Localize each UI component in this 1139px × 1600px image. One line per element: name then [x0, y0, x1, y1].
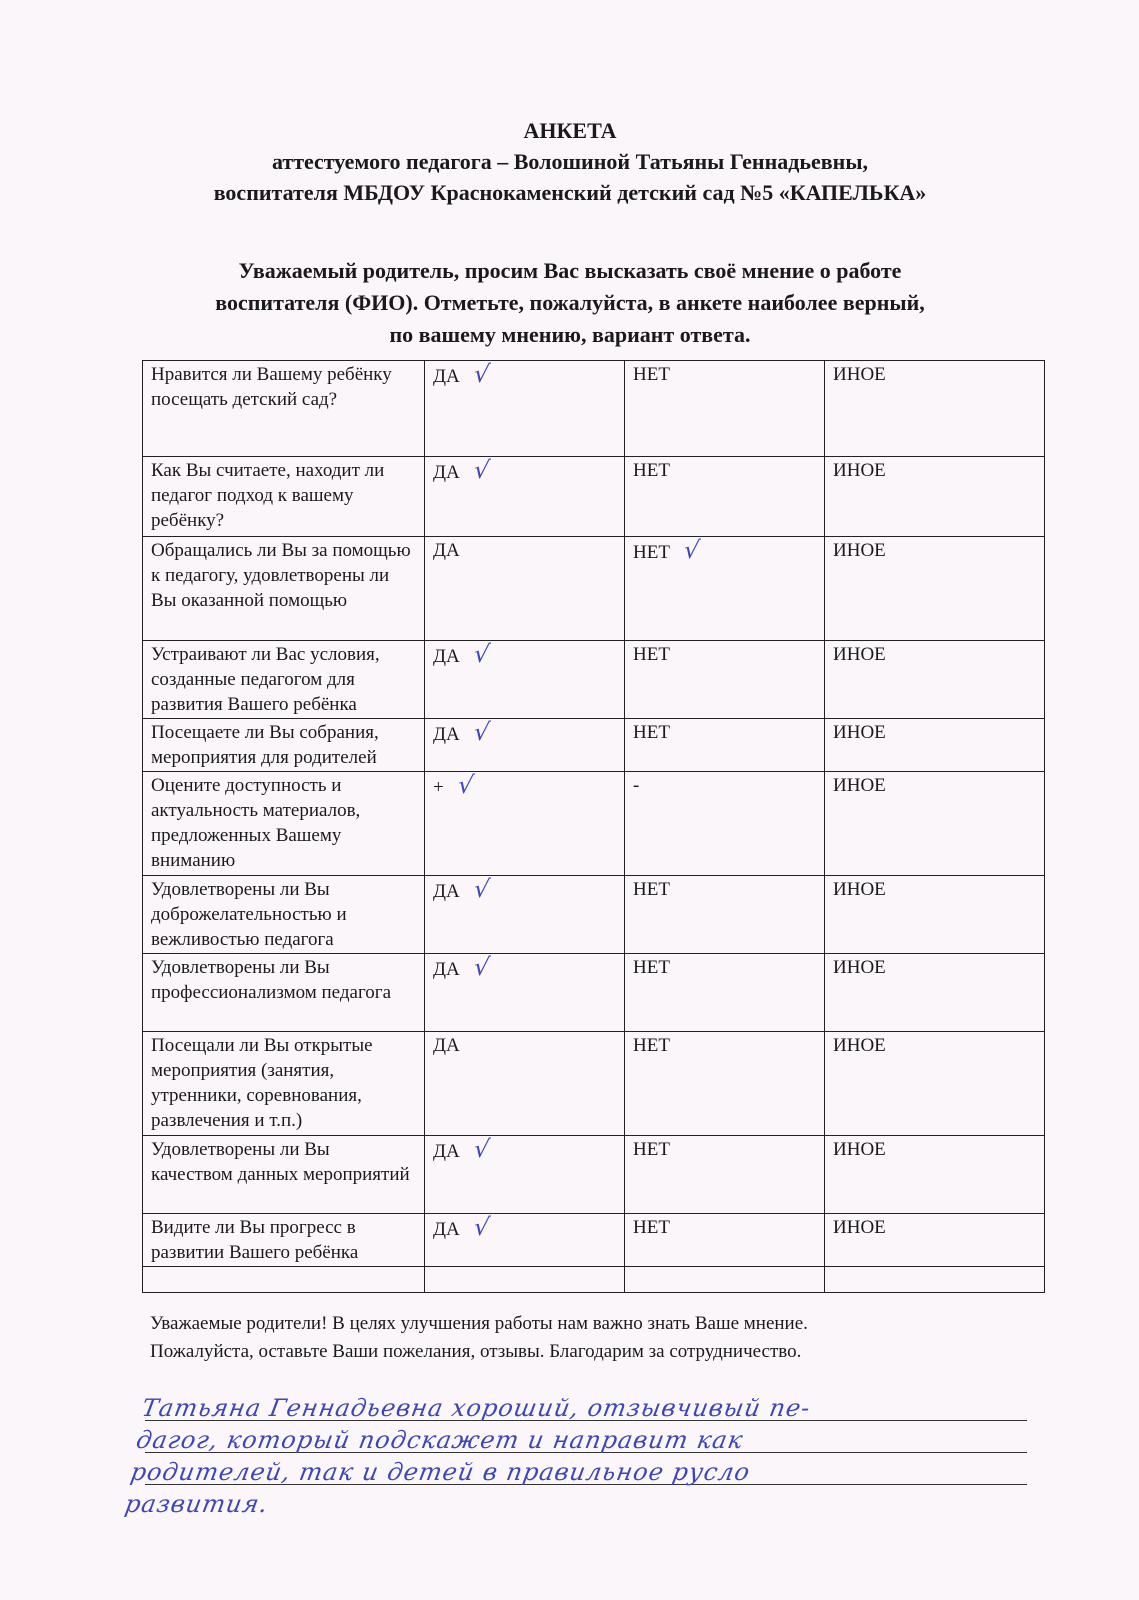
answer-other-label: ИНОЕ — [833, 1035, 886, 1056]
answer-yes-label: ДА — [433, 1035, 460, 1056]
answer-no-cell[interactable] — [625, 954, 825, 1032]
answer-other-cell[interactable] — [825, 537, 1045, 641]
answer-other-label: ИНОЕ — [833, 460, 886, 481]
survey-row — [143, 361, 1045, 457]
question-cell: Устраивают ли Вас условия, созданные педагогом для развития Вашего ребёнка — [143, 641, 425, 719]
question-cell: Оцените доступность и актуальность материалов, предложенных Вашему вниманию — [143, 772, 425, 876]
answer-yes-cell[interactable] — [425, 772, 625, 876]
answer-yes-cell[interactable] — [425, 954, 625, 1032]
answer-yes-cell[interactable] — [425, 1214, 625, 1267]
checkmark-icon: √ — [455, 771, 476, 799]
survey-row — [143, 537, 1045, 641]
question-cell: Удовлетворены ли Вы доброжелательностью и вежливостью педагога — [143, 876, 425, 954]
checkmark-icon: √ — [471, 953, 492, 981]
answer-no-label: НЕТ — [633, 1035, 670, 1056]
answer-other-cell[interactable] — [825, 954, 1045, 1032]
answer-no-cell[interactable] — [625, 1032, 825, 1136]
question-cell: Видите ли Вы прогресс в развитии Вашего ребёнка — [143, 1214, 425, 1267]
document-title: АНКЕТА — [523, 118, 617, 143]
closing-text — [150, 1310, 1050, 1366]
document-header — [100, 115, 1040, 208]
answer-no-label: НЕТ — [633, 1139, 670, 1160]
answer-yes-cell[interactable] — [425, 361, 625, 457]
answer-no-label: - — [633, 775, 640, 796]
answer-no-cell[interactable] — [625, 772, 825, 876]
answer-other-cell[interactable] — [825, 1032, 1045, 1136]
answer-yes-cell[interactable] — [425, 537, 625, 641]
question-cell: Посещаете ли Вы собрания, мероприятия для родителей — [143, 719, 425, 772]
closing-line-1: Уважаемые родители! В целях улучшения работы нам важно знать Ваше мнение. — [150, 1313, 808, 1334]
answer-yes-label: ДА — [433, 646, 460, 667]
checkmark-icon: √ — [471, 718, 492, 746]
checkmark-icon: √ — [682, 536, 702, 564]
answer-yes-label: ДА — [433, 366, 460, 387]
answer-other-cell[interactable] — [825, 1214, 1045, 1267]
question-cell: Обращались ли Вы за помощью к педагогу, удовлетворены ли Вы оказанной помощью — [143, 537, 425, 641]
survey-row — [143, 457, 1045, 537]
answer-yes-cell[interactable] — [425, 641, 625, 719]
survey-row — [143, 954, 1045, 1032]
answer-other-label: ИНОЕ — [833, 879, 886, 900]
answer-other-cell[interactable] — [825, 361, 1045, 457]
answer-yes-label: ДА — [433, 724, 460, 745]
answer-other-cell[interactable] — [825, 641, 1045, 719]
answer-no-label: НЕТ — [633, 644, 670, 665]
answer-yes-label: ДА — [433, 540, 460, 561]
empty-cell — [143, 1267, 425, 1293]
answer-no-cell[interactable] — [625, 641, 825, 719]
handwritten-line-3: родителей, так и детей в правильное русло — [128, 1458, 753, 1486]
answer-other-label: ИНОЕ — [833, 364, 886, 385]
answer-other-label: ИНОЕ — [833, 957, 886, 978]
answer-no-cell[interactable] — [625, 361, 825, 457]
answer-no-label: НЕТ — [633, 364, 670, 385]
question-cell: Посещали ли Вы открытые мероприятия (занятия, утренники, соревнования, развлечения и т.п.) — [143, 1032, 425, 1136]
answer-no-cell[interactable] — [625, 1214, 825, 1267]
empty-cell — [825, 1267, 1045, 1293]
document-subtitle-line-1: аттестуемого педагога – Волошиной Татьяны Геннадьевны, — [271, 149, 869, 174]
survey-row — [143, 772, 1045, 876]
handwritten-line-2: дагог, который подскажет и направит как — [134, 1426, 746, 1454]
survey-table-body — [143, 361, 1045, 1293]
answer-yes-label: + — [433, 777, 444, 798]
answer-other-label: ИНОЕ — [833, 644, 886, 665]
answer-no-label: НЕТ — [633, 957, 670, 978]
answer-yes-cell[interactable] — [425, 1136, 625, 1214]
checkmark-icon: √ — [471, 875, 492, 903]
checkmark-icon: √ — [471, 360, 492, 388]
question-cell: Как Вы считаете, находит ли педагог подход к вашему ребёнку? — [143, 457, 425, 537]
answer-no-cell[interactable] — [625, 1136, 825, 1214]
answer-yes-label: ДА — [433, 881, 460, 902]
question-cell: Удовлетворены ли Вы качеством данных мероприятий — [143, 1136, 425, 1214]
survey-row — [143, 876, 1045, 954]
answer-no-label: НЕТ — [633, 460, 670, 481]
intro-line-1: Уважаемый родитель, просим Вас высказать своё мнение о работе — [238, 258, 902, 283]
empty-cell — [425, 1267, 625, 1293]
answer-yes-cell[interactable] — [425, 1032, 625, 1136]
handwritten-line-4: развития. — [122, 1490, 271, 1518]
answer-yes-cell[interactable] — [425, 457, 625, 537]
answer-other-cell[interactable] — [825, 719, 1045, 772]
survey-row — [143, 1214, 1045, 1267]
answer-yes-label: ДА — [433, 462, 460, 483]
checkmark-icon: √ — [471, 1135, 492, 1163]
intro-line-3: по вашему мнению, вариант ответа. — [389, 322, 751, 347]
answer-other-label: ИНОЕ — [833, 1217, 886, 1238]
handwritten-line-1: Татьяна Геннадьевна хороший, отзывчивый пе- — [139, 1394, 813, 1422]
answer-yes-label: ДА — [433, 959, 460, 980]
survey-row — [143, 1136, 1045, 1214]
answer-no-label: НЕТ — [633, 542, 670, 563]
handwritten-feedback — [122, 1392, 1035, 1520]
answer-other-cell[interactable] — [825, 772, 1045, 876]
survey-table — [142, 360, 1045, 1293]
answer-yes-label: ДА — [433, 1141, 460, 1162]
answer-other-label: ИНОЕ — [833, 775, 886, 796]
answer-other-cell[interactable] — [825, 1136, 1045, 1214]
empty-cell — [625, 1267, 825, 1293]
answer-other-label: ИНОЕ — [833, 1139, 886, 1160]
answer-other-label: ИНОЕ — [833, 540, 886, 561]
checkmark-icon: √ — [471, 456, 492, 484]
closing-line-2: Пожалуйста, оставьте Ваши пожелания, отзывы. Благодарим за сотрудничество. — [150, 1341, 802, 1362]
answer-no-label: НЕТ — [633, 722, 670, 743]
checkmark-icon: √ — [471, 640, 492, 668]
checkmark-icon: √ — [471, 1213, 492, 1241]
answer-no-cell[interactable] — [625, 876, 825, 954]
answer-no-cell[interactable] — [625, 719, 825, 772]
document-subtitle-line-2: воспитателя МБДОУ Краснокаменский детский сад №5 «КАПЕЛЬКА» — [213, 180, 927, 205]
answer-other-cell[interactable] — [825, 876, 1045, 954]
empty-row — [143, 1267, 1045, 1293]
answer-no-cell[interactable] — [625, 537, 825, 641]
answer-no-cell[interactable] — [625, 457, 825, 537]
answer-yes-cell[interactable] — [425, 719, 625, 772]
survey-row — [143, 719, 1045, 772]
question-cell: Удовлетворены ли Вы профессионализмом педагога — [143, 954, 425, 1032]
answer-other-cell[interactable] — [825, 457, 1045, 537]
answer-yes-cell[interactable] — [425, 876, 625, 954]
answer-no-label: НЕТ — [633, 1217, 670, 1238]
survey-row — [143, 641, 1045, 719]
intro-text — [100, 255, 1040, 351]
answer-yes-label: ДА — [433, 1219, 460, 1240]
question-cell: Нравится ли Вашему ребёнку посещать детский сад? — [143, 361, 425, 457]
survey-row — [143, 1032, 1045, 1136]
answer-no-label: НЕТ — [633, 879, 670, 900]
intro-line-2: воспитателя (ФИО). Отметьте, пожалуйста, в анкете наиболее верный, — [215, 290, 925, 315]
answer-other-label: ИНОЕ — [833, 722, 886, 743]
